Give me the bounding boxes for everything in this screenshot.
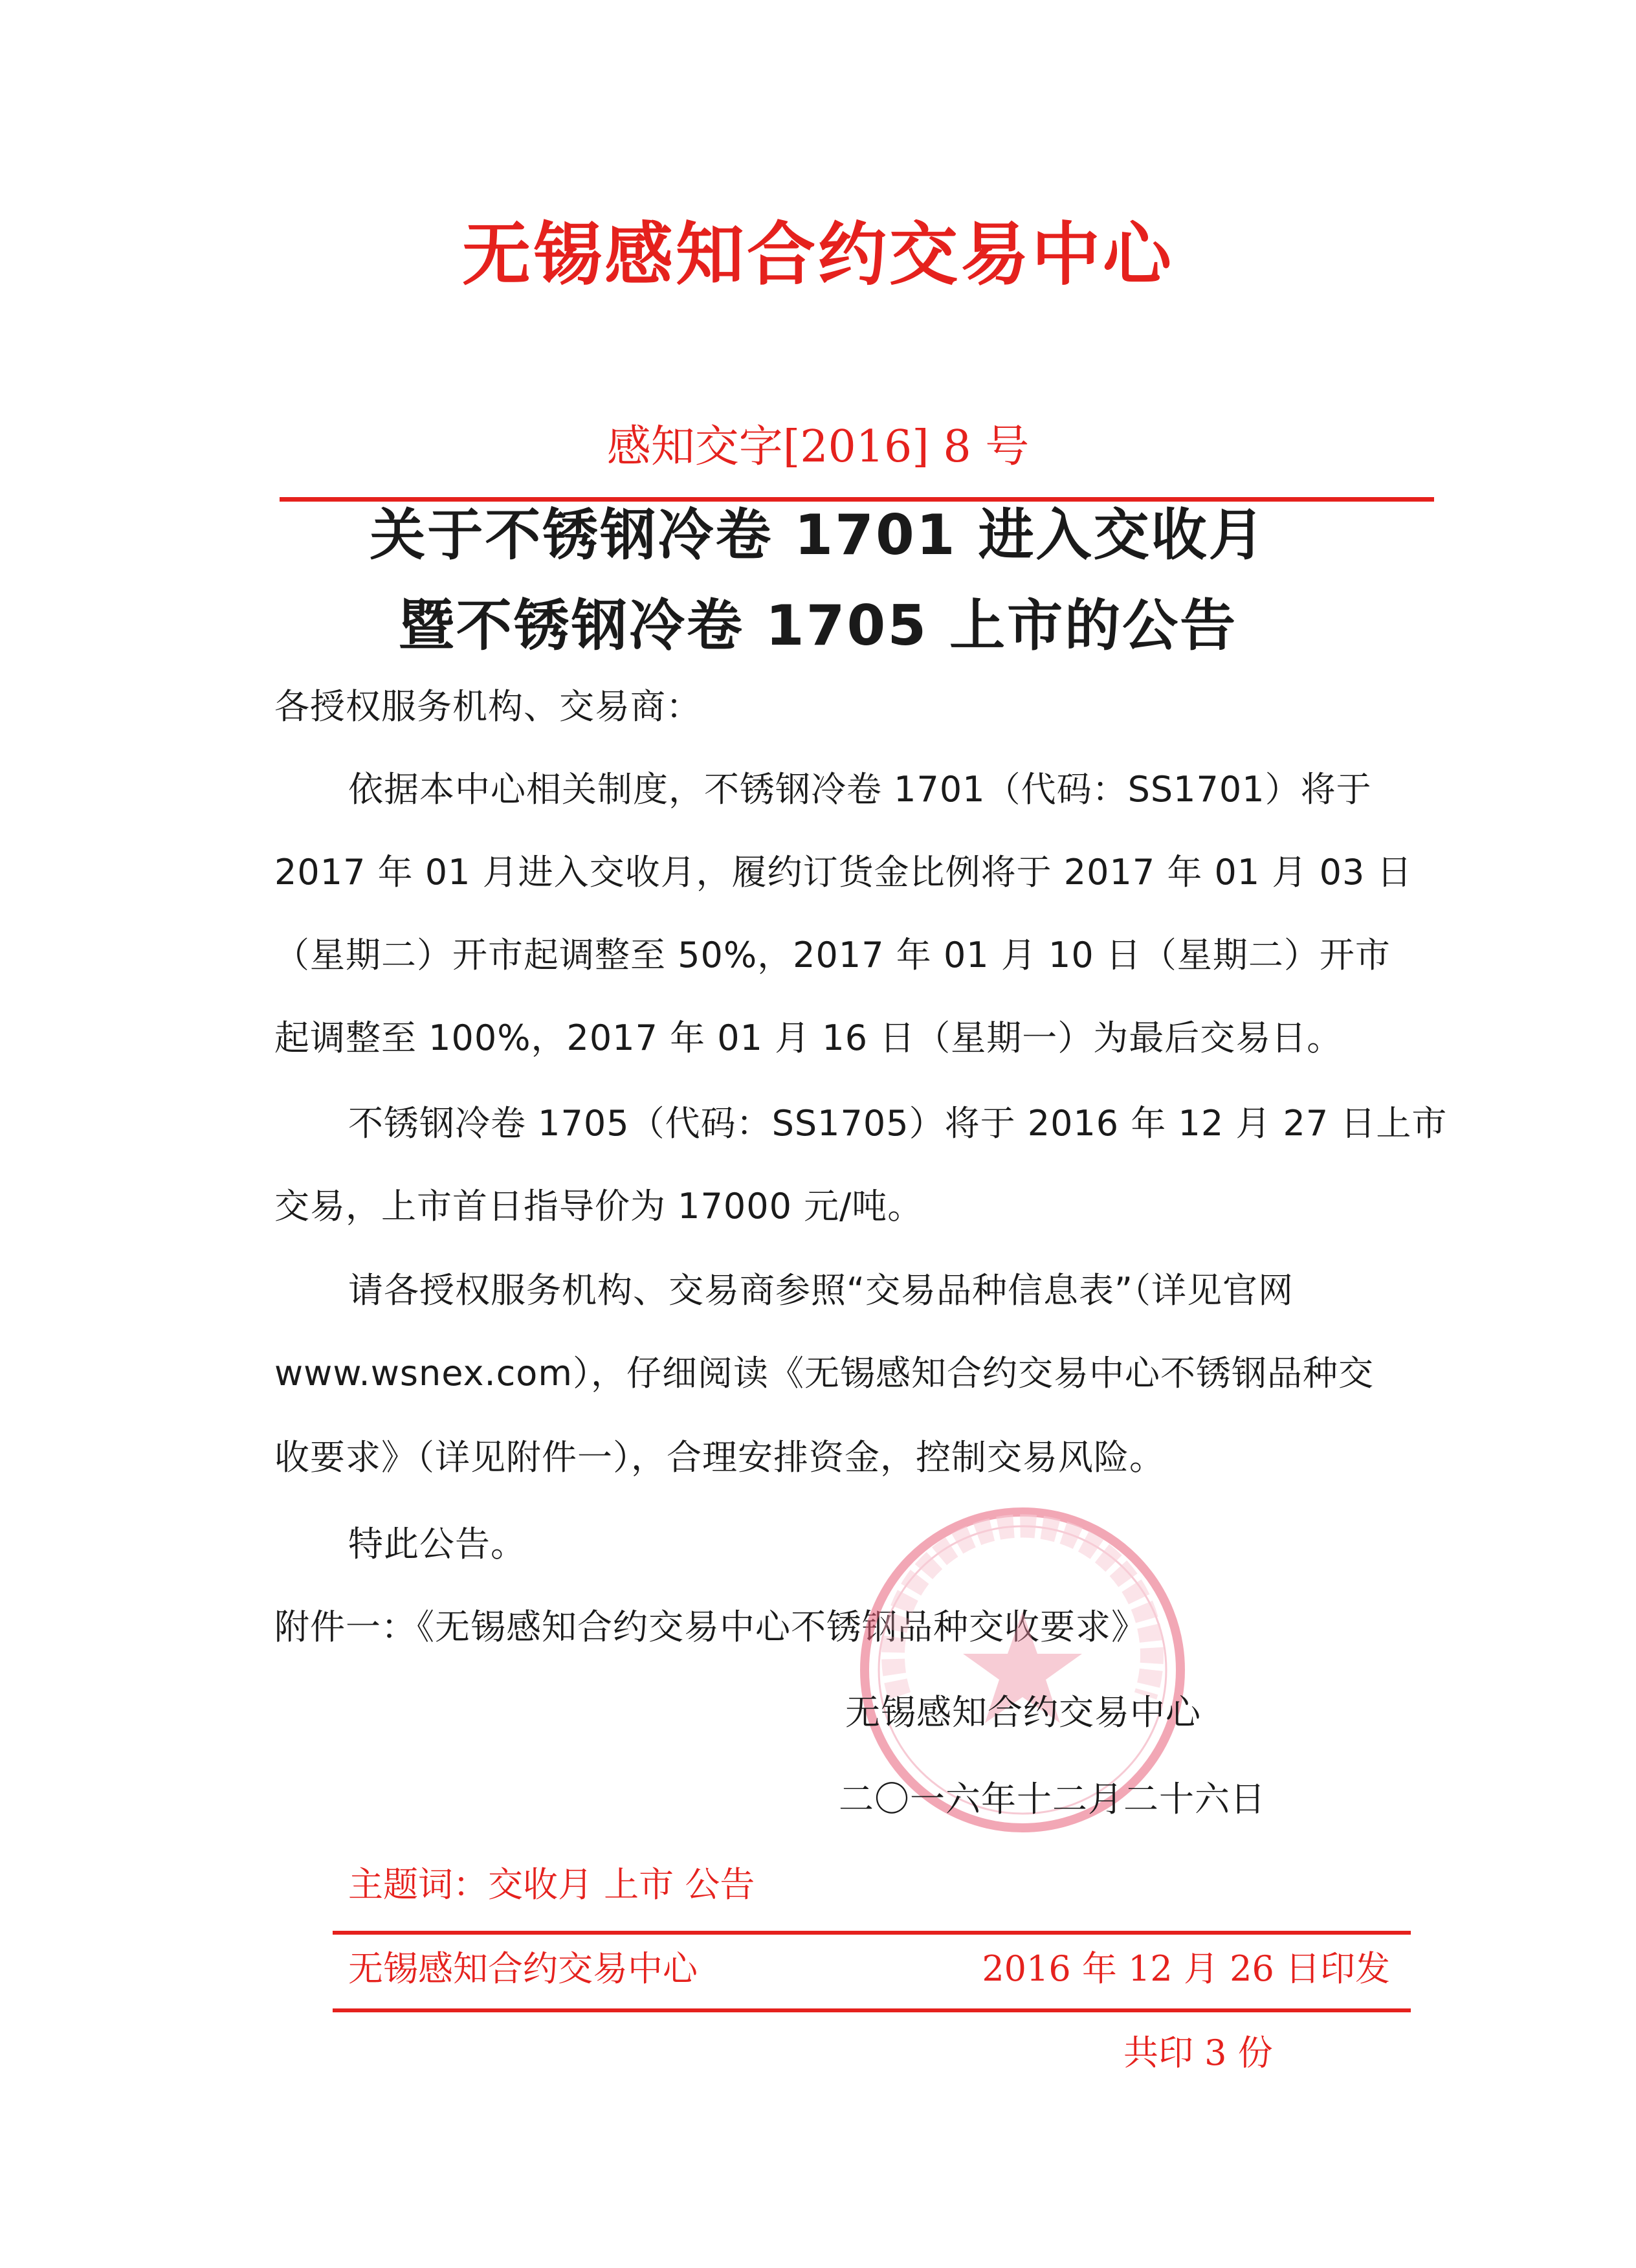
header-divider (280, 497, 1434, 502)
footer-divider-top (333, 1931, 1411, 1935)
footer-print-date: 2016 年 12 月 26 日印发 (982, 1948, 1390, 1989)
attachment-line: 附件一：《无锡感知合约交易中心不锈钢品种交收要求》 (274, 1606, 1147, 1647)
title-line-2: 暨不锈钢冷卷 1705 上市的公告 (398, 594, 1238, 658)
para2-line-2: 交易，上市首日指导价为 17000 元/吨。 (274, 1186, 923, 1227)
organization-header: 无锡感知合约交易中心 (462, 215, 1174, 295)
salutation: 各授权服务机构、交易商： (274, 686, 702, 727)
para3-line-3: 收要求》（详见附件一），合理安排资金，控制交易风险。 (274, 1437, 1165, 1478)
para1-line-2: 2017 年 01 月进入交收月，履约订货金比例将于 2017 年 01 月 03 日 (274, 852, 1413, 893)
document-number: 感知交字[2016] 8 号 (606, 421, 1030, 472)
signature-date: 二〇一六年十二月二十六日 (839, 1779, 1266, 1819)
para3-line-1: 请各授权服务机构、交易商参照“交易品种信息表”（详见官网 (348, 1270, 1294, 1311)
footer-divider-bottom (333, 2008, 1411, 2012)
footer-issuer: 无锡感知合约交易中心 (348, 1948, 698, 1989)
para1-line-1: 依据本中心相关制度，不锈钢冷卷 1701（代码：SS1701）将于 (348, 769, 1372, 810)
print-copies: 共印 3 份 (1123, 2032, 1273, 2073)
keywords-line: 主题词：交收月 上市 公告 (348, 1864, 755, 1905)
closing-text: 特此公告。 (348, 1524, 526, 1564)
para2-line-1: 不锈钢冷卷 1705（代码：SS1705）将于 2016 年 12 月 27 日上市 (348, 1103, 1448, 1144)
signature-issuer: 无锡感知合约交易中心 (845, 1692, 1201, 1733)
para1-line-4: 起调整至 100%，2017 年 01 月 16 日（星期一）为最后交易日。 (274, 1017, 1343, 1058)
para3-line-2: www.wsnex.com），仔细阅读《无锡感知合约交易中心不锈钢品种交 (274, 1353, 1374, 1394)
para1-line-3: （星期二）开市起调整至 50%，2017 年 01 月 10 日（星期二）开市 (274, 935, 1391, 975)
title-line-1: 关于不锈钢冷卷 1701 进入交收月 (370, 503, 1266, 568)
